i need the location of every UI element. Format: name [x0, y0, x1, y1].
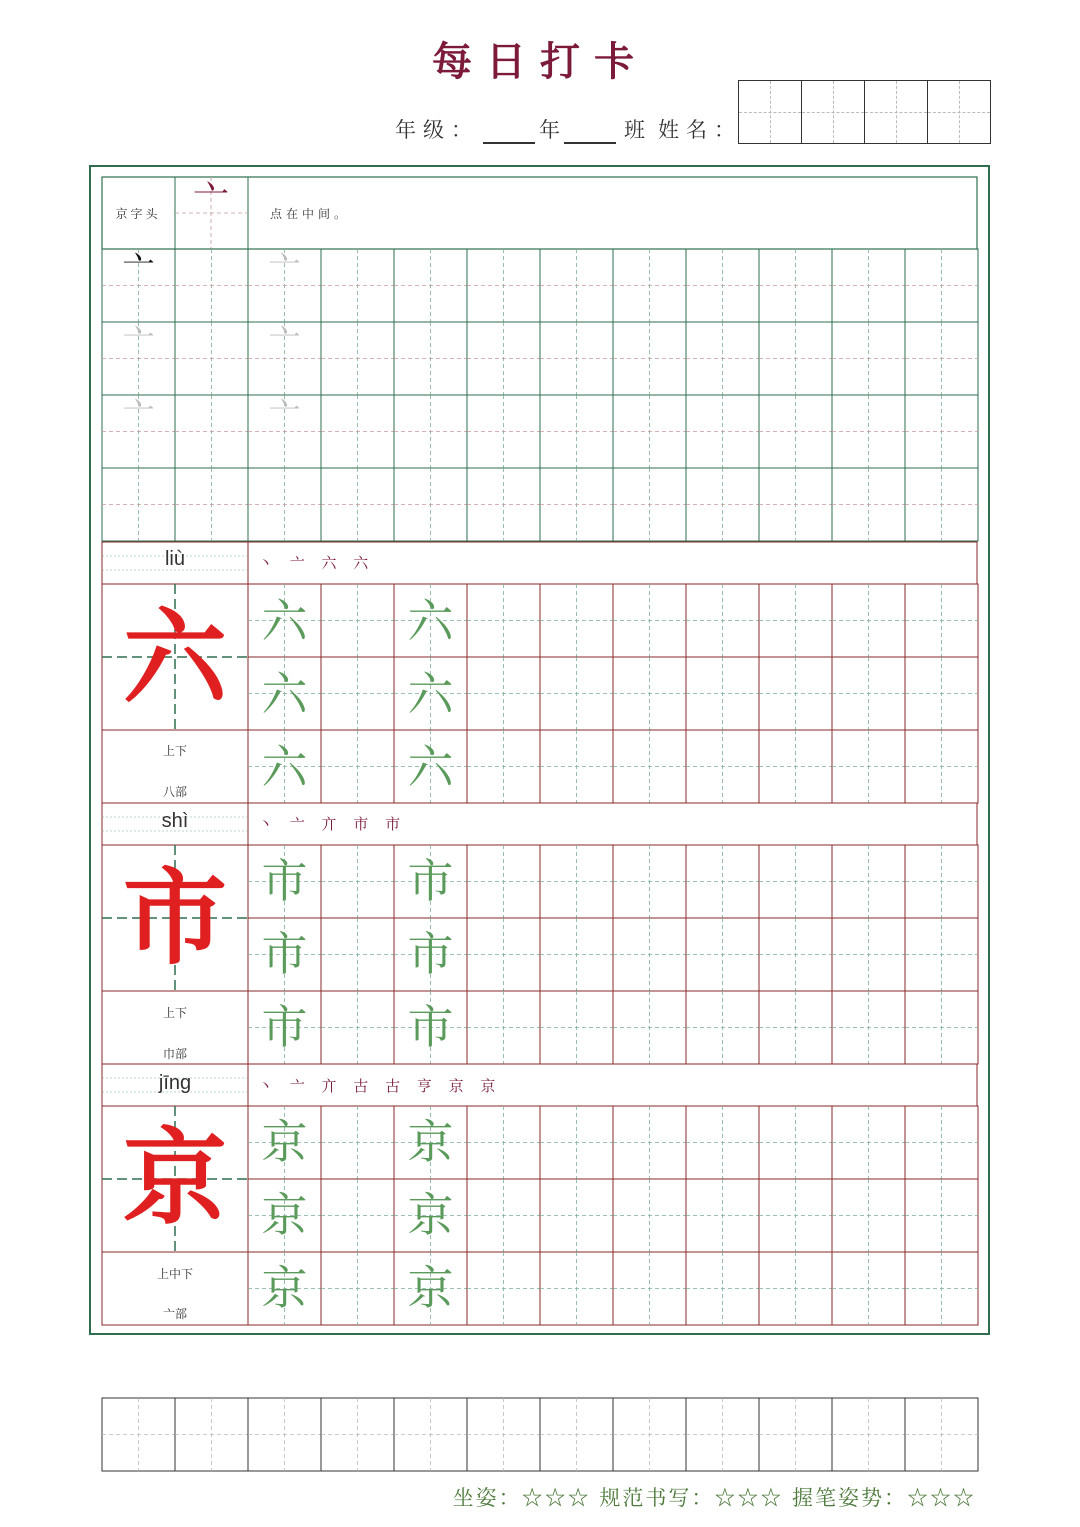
trace-character: 京 [261, 1115, 308, 1169]
trace-character: 市 [407, 927, 454, 981]
model-character: 京 [122, 1116, 227, 1239]
name-label: 姓名： [658, 118, 742, 142]
stroke-order: 丶 亠 亣 古 古 亨 京 京 [258, 1077, 502, 1095]
stroke-order: 丶 亠 六 六 [258, 554, 375, 572]
class-label: 班 [624, 118, 652, 142]
pinyin: shì [161, 810, 189, 832]
stroke-order: 丶 亠 亣 市 市 [258, 815, 407, 833]
radical-tip: 点在中间。 [270, 207, 351, 221]
pinyin: jīng [158, 1072, 192, 1094]
model-character: 六 [122, 596, 227, 719]
trace-character: 市 [261, 854, 308, 908]
trace-character: 市 [261, 1000, 308, 1054]
radical-trace: 亠 [268, 395, 301, 433]
structure-label: 上下 [162, 744, 187, 758]
trace-character: 市 [261, 927, 308, 981]
trace-character: 京 [407, 1188, 454, 1242]
year-label: 年 [539, 118, 560, 142]
trace-character: 六 [261, 594, 308, 648]
radical-trace: 亠 [122, 322, 155, 360]
radical-label: 八部 [162, 785, 187, 799]
rating-stars: 坐姿：☆☆☆ 规范书写：☆☆☆ 握笔姿势：☆☆☆ [452, 1486, 976, 1510]
trace-character: 六 [407, 667, 454, 721]
radical-model: 亠 [122, 249, 155, 287]
trace-character: 六 [407, 594, 454, 648]
pinyin: liù [164, 548, 185, 570]
radical-label: 亠部 [162, 1307, 187, 1321]
trace-character: 京 [407, 1261, 454, 1315]
radical-trace: 亠 [268, 249, 301, 287]
grade-label: 年级： [395, 118, 479, 142]
radical-trace: 亠 [122, 395, 155, 433]
trace-character: 六 [407, 740, 454, 794]
radical-glyph: 亠 [192, 179, 229, 220]
trace-character: 市 [407, 854, 454, 908]
radical-trace: 亠 [268, 322, 301, 360]
page-title: 每日打卡 [432, 38, 648, 85]
model-character: 市 [122, 856, 227, 979]
radical-label: 巾部 [162, 1047, 187, 1061]
structure-label: 上中下 [156, 1267, 193, 1281]
trace-character: 市 [407, 1000, 454, 1054]
structure-label: 上下 [162, 1006, 187, 1020]
trace-character: 京 [261, 1188, 308, 1242]
trace-character: 京 [407, 1115, 454, 1169]
radical-name: 京字头 [115, 207, 161, 221]
trace-character: 六 [261, 667, 308, 721]
trace-character: 六 [261, 740, 308, 794]
trace-character: 京 [261, 1261, 308, 1315]
